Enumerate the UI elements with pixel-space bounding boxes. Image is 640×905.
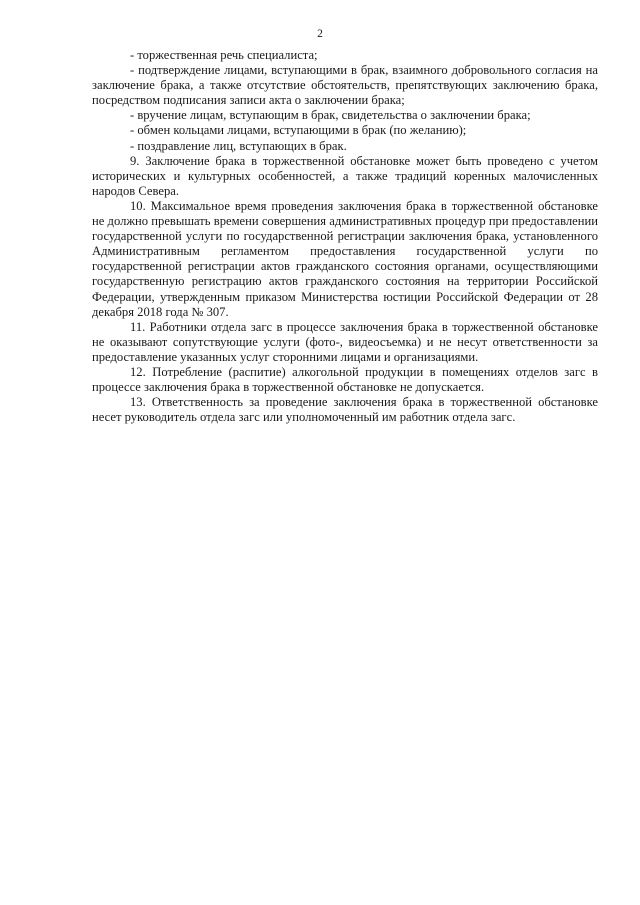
paragraph-11: 11. Работники отдела загс в процессе заключения брака в торжественной обстановке не оказывают сопутствующие услуги (фото-, видеосъемка) и не несут ответственности за предоставление указанных услуг сторонними лицами и организациями. [92,319,598,364]
list-item-rings: - обмен кольцами лицами, вступающими в брак (по желанию); [130,123,467,138]
paragraph-12: 12. Потребление (распитие) алкогольной продукции в помещениях отделов загс в процессе заключения брака в торжественной обстановке не допускается. [92,364,598,395]
paragraph-13: 13. Ответственность за проведение заключения брака в торжественной обстановке несет руководитель отдела загс или уполномоченный им работник отдела загс. [92,395,598,425]
page-number: 2 [317,28,323,40]
list-item-congratulation: - поздравление лиц, вступающих в брак. [130,138,347,153]
list-item-certificate: - вручение лицам, вступающим в брак, свидетельства о заключении брака; [130,108,531,123]
list-item-consent: - подтверждение лицами, вступающими в брак, взаимного добровольного согласия на заключение брака, а также отсутствие обстоятельств, препятствующих заключению брака, посредством подписания записи акта о заключении брака; [92,63,598,108]
document-body [92,48,598,425]
list-item-speech: - торжественная речь специалиста; [130,48,318,62]
paragraph-9: 9. Заключение брака в торжественной обстановке может быть проведено с учетом исторических и культурных особенностей, а также традиций коренных малочисленных народов Севера. [92,153,598,198]
paragraph-10: 10. Максимальное время проведения заключения брака в торжественной обстановке не должно превышать времени совершения административных процедур при предоставлении государственной услуги по государственной регистрации заключения брака, установленного Административным регламентом предоставления государственной услуги по государственной регистрации актов гражданского состояния органами, осуществляющими государственную регистрацию актов гражданского состояния на территории Российской Федерации, утвержденным приказом Министерства юстиции Российской Федерации от 28 декабря 2018 года № 307. [92,198,598,319]
